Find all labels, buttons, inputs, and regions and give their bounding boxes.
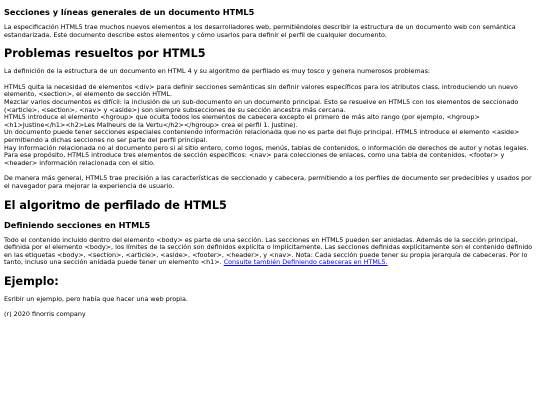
problem-item: HTML5 quita la necesidad de elementos <div> para definir secciones semánticas sin definir valores específicos para los atributos class, introduciendo un nuevo elemento, <section>, el elemento de sección HTML. (4, 82, 518, 99)
subsection-heading-defining-sections: Definiendo secciones en HTML5 (4, 219, 151, 230)
problem-item: Mezclar varios documentos es difícil: la inclusión de un sub-documento en un documento principal. Esto se resuelve en HTML5 con los elementos de seccionado (<article>, <section>, <nav> y <aside>) son siempre subsecciones de su sección ancestra más cercana. (4, 97, 519, 114)
section-heading-example: Ejemplo: (4, 274, 59, 288)
intro-paragraph: La especificación HTML5 trae muchos nuevos elementos a los desarrolladores web, permitiéndoles describir la estructura de un documento web con semántica estandarizada. Este documento describe estos elementos y cómo usarlos para definir el perfil de cualquier documento. (4, 23, 516, 39)
example-paragraph: Esribir un ejemplo, pero había que hacer una web propia. (4, 294, 188, 303)
problem-item: Hay información relacionada no al documento pero si al sitio entero, como logos, menús, tablas de contenidos, o información de derechos de autor y notas legales. Para ese propósito, HTML5 introduce tres elementos de sección específicos: <nav> para colecciones de enlaces, como una tabla de contenidos, <footer> y <header> información relacionada con el sitio. (4, 143, 529, 167)
problem-item: HTML5 introduce el elemento <hgroup> que oculta todos los elementos de cabecera excepto el primero de más alto rango (por ejemplo, <hgroup><h1>Justine</h1><h2>Les Malheurs de la Vertu</h2></hgroup> crea el perfil 1. Justine). (4, 113, 480, 129)
section-heading-problems: Problemas resueltos por HTML5 (4, 47, 206, 61)
page-title: Secciones y líneas generales de un documento HTML5 (4, 7, 255, 17)
footer-text: (r) 2020 finorris company (4, 310, 86, 319)
problem-item: Un documento puede tener secciones especiales conteniendo información relacionada que no es parte del flujo principal. HTML5 introduce el elemento <aside> permitiendo a dichas secciones no ser parte del perfil principal. (4, 128, 520, 144)
see-also-link[interactable]: Consulte también Definiendo cabeceras en HTML5. (223, 258, 388, 267)
sections-paragraph (4, 237, 537, 267)
sections-text: Todo el contenido incluido dentro del elemento <body> es parte de una sección. Las secciones en HTML5 pueden ser anidadas. Además de la sección principal, definida por el elemento <body>, los límites de la sección son definidos explícita o implícitamente. Las secciones definidas explícitamente son el contenido definido en las etiquetas <body>, <section>, <article>, <aside>, <footer>, <header>, y <nav>. Nota: Cada sección puede tener su propia jerarquía de cabeceras. Por lo tanto, incluso una sección anidada puede tener un elemento <h1>. (4, 235, 533, 267)
section-heading-algorithm: El algoritmo de perfilado de HTML5 (4, 198, 227, 212)
problems-summary-paragraph: De manera más general, HTML5 trae precisión a las características de seccionado y cabecera, permitiendo a los perfiles de documento ser predecibles y usados por el navegador para mejorar la experiencia de usuario. (4, 174, 532, 190)
problems-intro-paragraph: La definición de la estructura de un documento en HTML 4 y su algoritmo de perfilado es muy tosco y genera numerosos problemas: (4, 67, 431, 76)
